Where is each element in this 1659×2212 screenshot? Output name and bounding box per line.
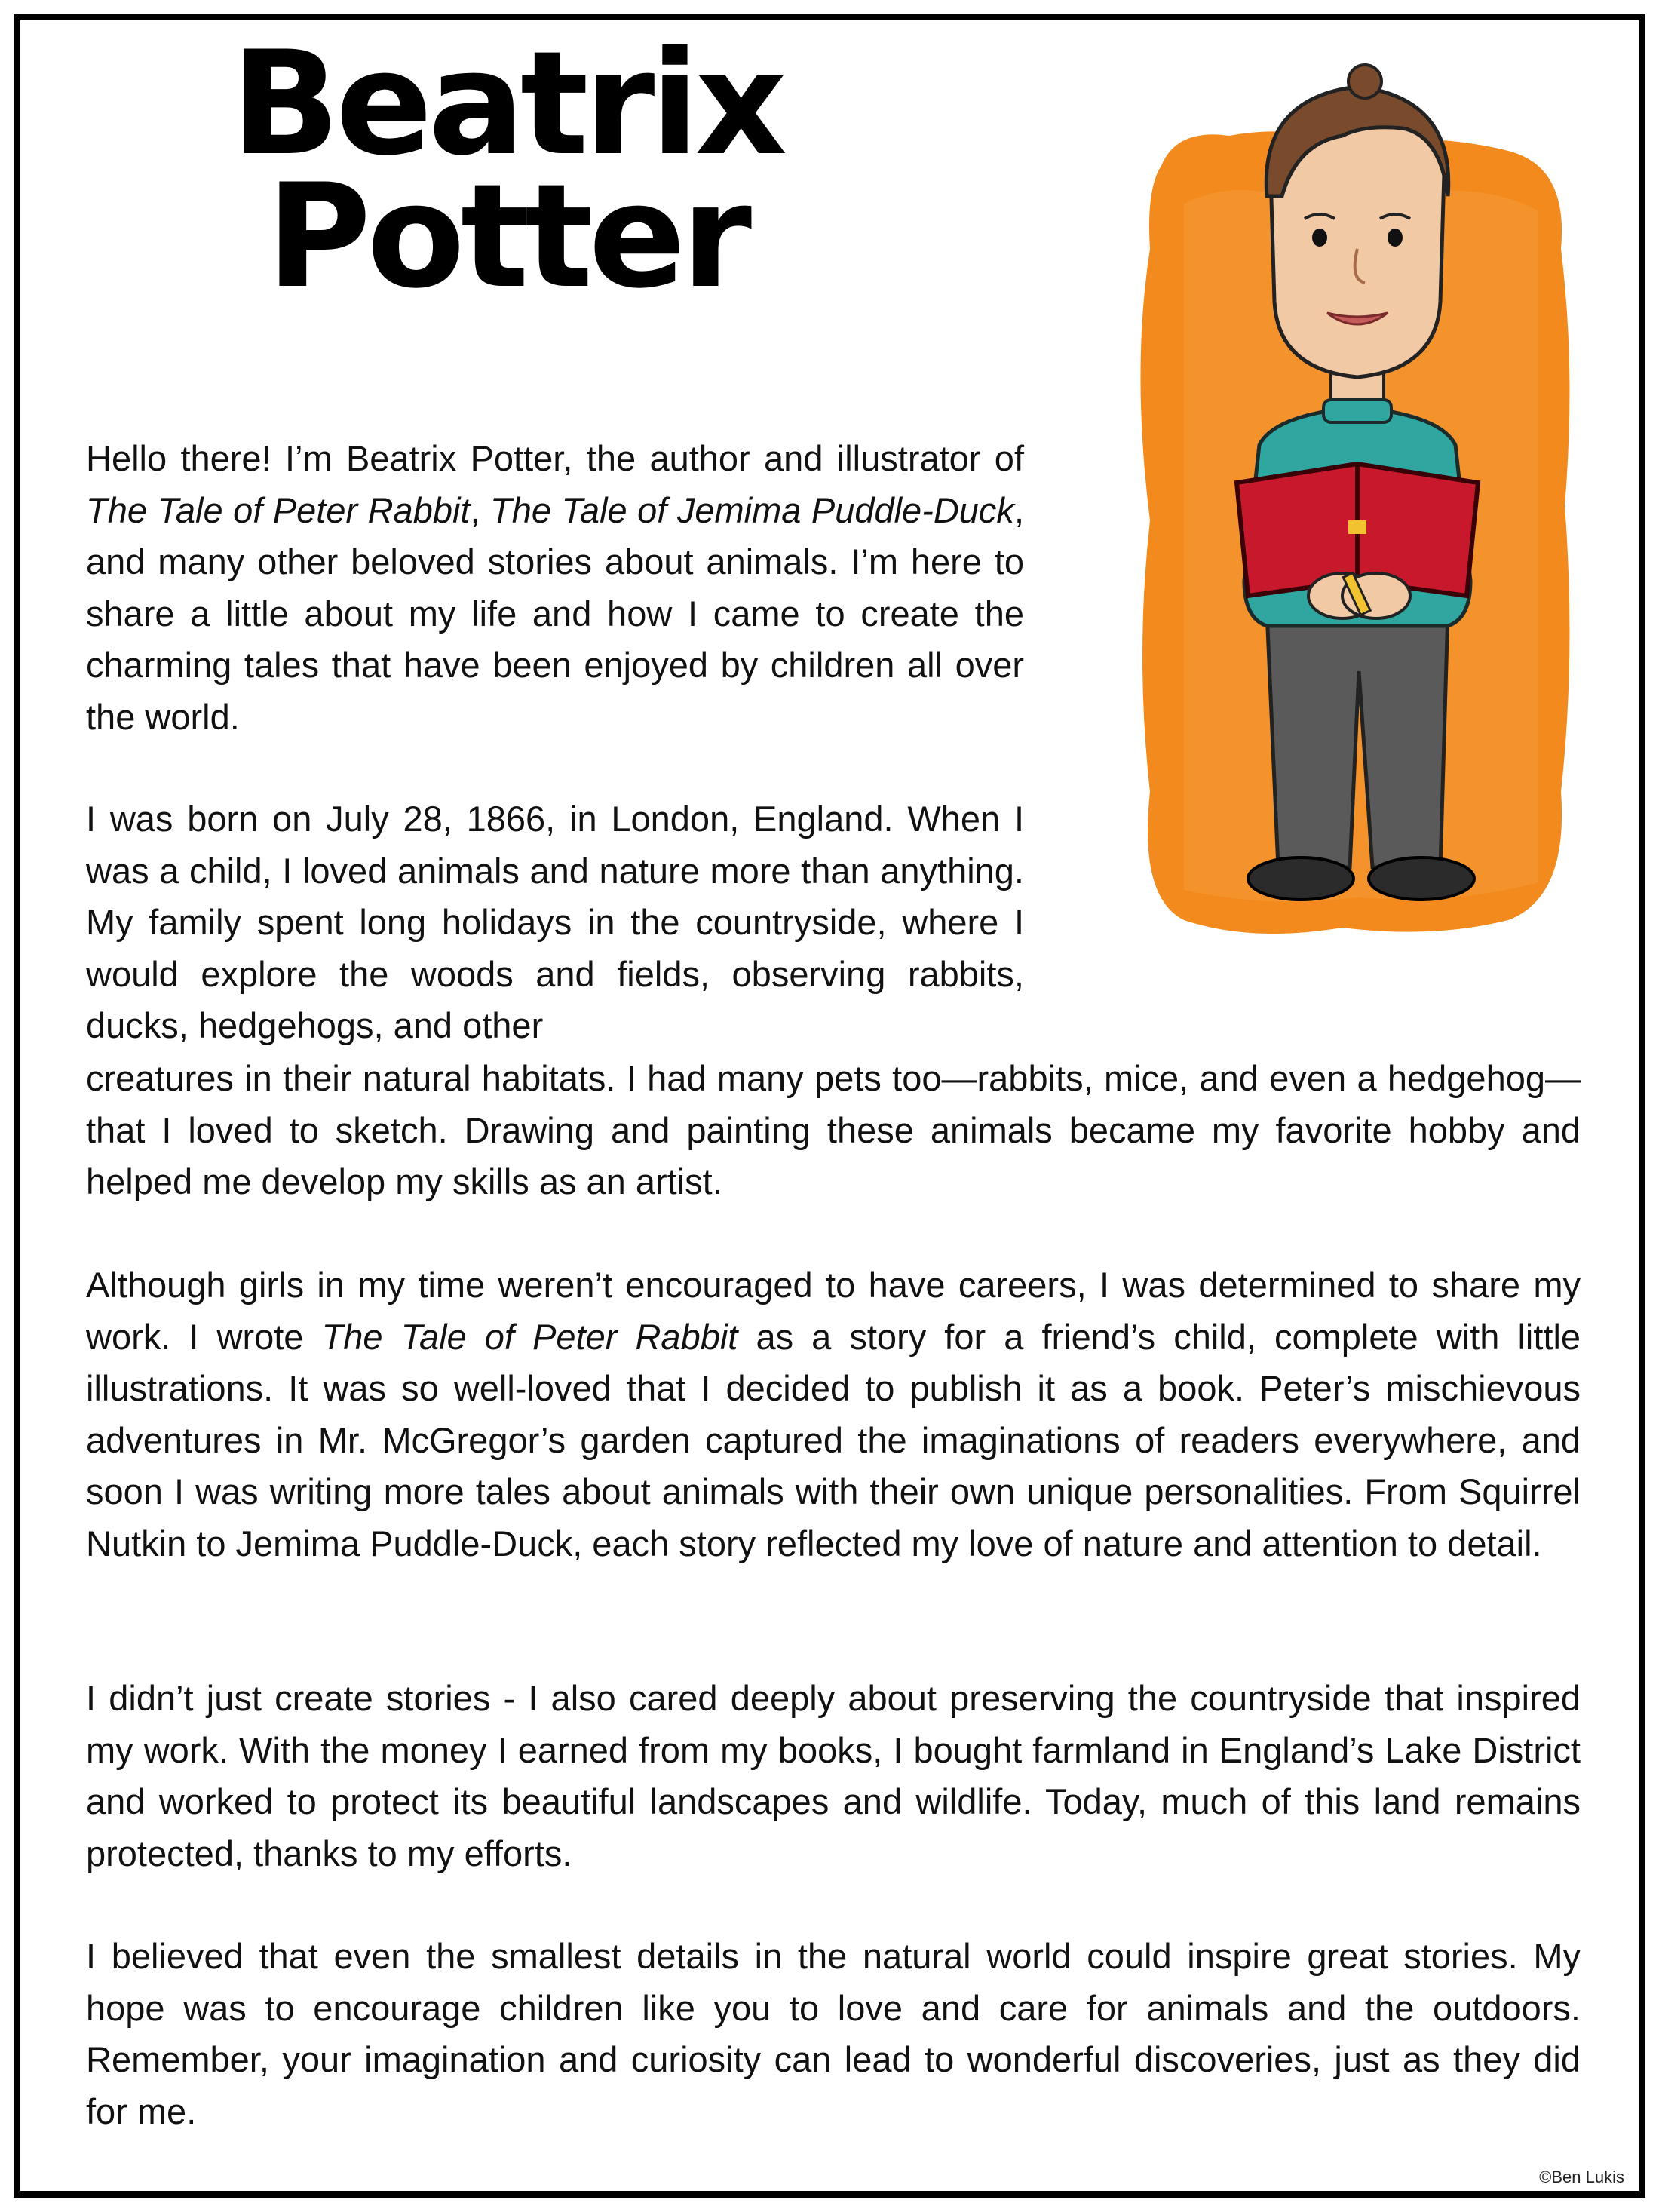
title-line-2: Potter [266, 153, 747, 320]
p1-text-c: , and many other beloved stories about animals. I’m here to share a little about my life and how I came to create the charming tales that have been enjoyed by children all over the world. [86, 489, 1024, 737]
paragraph-childhood-continued: creatures in their natural habitats. I had many pets too—rabbits, mice, and even a hedgehog—that I loved to sketch. Drawing and painting these animals became my favorite hobby and helped me develop my skills as an artist. [86, 1058, 1581, 1202]
p3-text-b: as a story for a friend’s child, complete with little illustrations. It was so well-loved that I decided to publish it as a book. Peter’s mischievous adventures in Mr. McGregor’s garden captured the imaginations of readers everywhere, and soon I was writing more tales about animals with their own unique personalities. From Squirrel Nutkin to Jemima Puddle-Duck, each story reflected my love of nature and attention to detail. [86, 1316, 1581, 1563]
paragraph-conservation: I didn’t just create stories - I also cared deeply about preserving the countryside that inspired my work. With the money I earned from my books, I bought farmland in England’s Lake District and worked to protect its beautiful landscapes and wildlife. Today, much of this land remains protected, thanks to my efforts. [86, 1678, 1581, 1873]
book-title-jemima: The Tale of Jemima Puddle-Duck [490, 489, 1014, 530]
copyright-credit: ©Ben Lukis [1539, 2168, 1624, 2186]
p1-text-a: Hello there! I’m Beatrix Potter, the author and illustrator of [86, 438, 1024, 478]
page-title [167, 20, 846, 320]
paragraph-introduction [86, 433, 1024, 744]
paragraph-childhood: I was born on July 28, 1866, in London, England. When I was a child, I loved animals and nature more than anything. My family spent long holidays in the countryside, where I would explore the woods and fields, observing rabbits, ducks, hedgehogs, and other [86, 799, 1024, 1046]
paragraph-conclusion: I believed that even the smallest details in the natural world could inspire great stories. My hope was to encourage children like you to love and care for animals and the outdoors. Remember, your imagination and curiosity can lead to wonderful discoveries, just as they did for me. [86, 1936, 1581, 2131]
book-title-peter-rabbit: The Tale of Peter Rabbit [86, 489, 471, 530]
paragraph-career [86, 1259, 1581, 1570]
p1-text-b: , [470, 489, 491, 530]
title-line-1: Beatrix [230, 20, 784, 187]
right-shoe [1369, 857, 1474, 900]
left-shoe [1248, 857, 1354, 900]
beatrix-potter-illustration [1116, 53, 1599, 958]
p3-text-a: Although girls in my time weren’t encouraged to have careers, I was determined to share my work. I wrote [86, 1265, 1581, 1357]
book-title-peter-rabbit-2: The Tale of Peter Rabbit [321, 1316, 738, 1357]
